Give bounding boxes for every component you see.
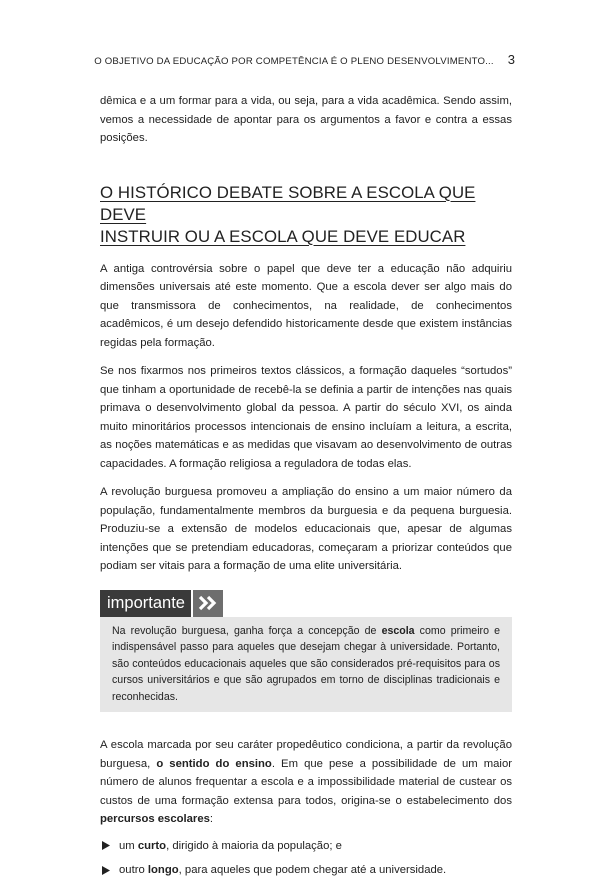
double-chevron-right-icon: [193, 590, 223, 617]
bold-term: percursos escolares: [100, 813, 210, 825]
bold-term: curto: [137, 839, 167, 852]
bullet-triangle-icon: [102, 866, 113, 875]
important-callout: [100, 590, 512, 713]
body-paragraph: Se nos fixarmos nos primeiros textos clássicos, a formação daqueles “sortudos” que tinham a oportunidade de recebê-la se definia a partir de intenções nas quais primava o desenvolvimento global da pessoa. A partir do século XVI, os ainda muito minoritários processos intencionais de ensino incluíam a leitura, a escrita, as noções matemáticas e as medidas que visavam ao desenvolvimento de outras capacidades. A formação religiosa a reguladora de todas elas.: [100, 365, 512, 470]
callout-body: [100, 617, 512, 713]
bold-term: o sentido do ensino: [156, 757, 272, 770]
bullet-list: [100, 837, 512, 880]
bullet-triangle-icon: [102, 841, 113, 850]
running-title: O OBJETIVO DA EDUCAÇÃO POR COMPETÊNCIA É O PLENO DESENVOLVIMENTO...: [94, 56, 494, 67]
main-content: [100, 92, 512, 880]
callout-bold-term: escola: [381, 624, 415, 637]
callout-header: [100, 590, 512, 617]
callout-text: Na revolução burguesa, ganha força a concepção de escola como primeiro e indispensável passo para aqueles que desejam chegar à universidade. Portanto, são conteúdos educacionais aqueles que são considerados pré-requisitos para os cursos universitários e que são agrupados em torno de disciplinas tradicionais e reconhecidas.: [112, 624, 500, 703]
intro-paragraph: dêmica e a um formar para a vida, ou seja, para a vida acadêmica. Sendo assim, vemos a necessidade de apontar para os argumentos a favor e contra a essas posições.: [100, 95, 512, 144]
body-paragraph: A antiga controvérsia sobre o papel que deve ter a educação não adquiriu dimensões universais até este momento. Que a escola dever ser algo mais do que transmissora de conhecimentos, na realidade, de conhecimentos acadêmicos, é um desejo defendido historicamente desde que existem instâncias regidas pela formação.: [100, 262, 512, 349]
callout-label: importante: [100, 590, 191, 617]
bold-term: longo: [147, 864, 179, 876]
list-item: um curto, dirigido à maioria da população; e: [100, 837, 512, 856]
page-number: 3: [507, 52, 515, 67]
list-item: outro longo, para aqueles que podem chegar até a universidade.: [100, 861, 512, 880]
running-header: [94, 52, 515, 67]
body-paragraph: A revolução burguesa promoveu a ampliação do ensino a um maior número da população, fundamentalmente membros da burguesia e da pequena burguesia. Produziu-se a extensão de modelos educacionais que, apesar de algumas intenções que se pretendiam educadoras, começaram a priorizar conteúdos que podiam ser vitais para a formação de uma elite universitária.: [100, 486, 512, 572]
section-heading-line-2: INSTRUIR OU A ESCOLA QUE DEVE EDUCAR: [100, 226, 466, 246]
section-heading-line-1: O HISTÓRICO DEBATE SOBRE A ESCOLA QUE DEVE: [100, 182, 476, 224]
closing-paragraph: A escola marcada por seu caráter propedêutico condiciona, a partir da revolução burguesa, o sentido do ensino. Em que pese a possibilidade de um maior número de alunos frequentar a escola e a impossibilidade material de custear os custos de uma formação extensa para todos, origina-se o estabelecimento dos percursos escolares:: [100, 739, 512, 825]
section-heading: [100, 182, 512, 248]
